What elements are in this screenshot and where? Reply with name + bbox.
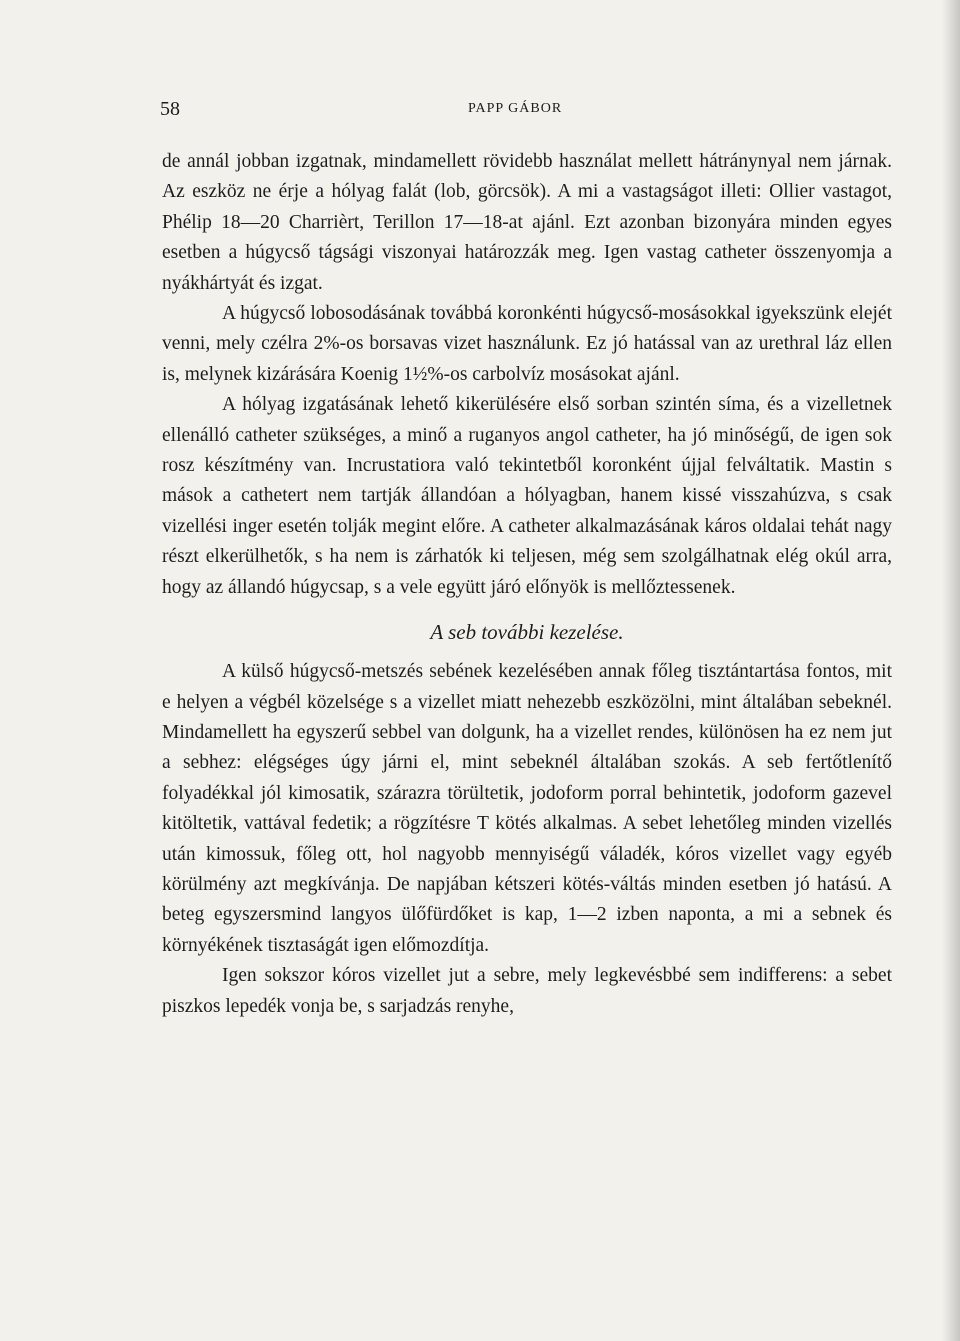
paragraph-4: A külső húgycső-metszés sebének kezelésében annak főleg tisztántartása fontos, mit e helyen a végbél közelsége s a vizellet miatt nehezebb eszközölni, mint általában sebeknél. Mindamellett ha egyszerű sebbel van dolgunk, ha a vizellet rendes, különösen ha ez nem jut a sebhez: elégséges úgy járni el, mint sebeknél általában szokás. A seb fertőtlenítő folyadékkal jól kimosatik, szárazra törültetik, jodoform porral behintetik, jodoform gazevel kitöltetik, vattával fedetik; a rögzítésre T kötés alkalmas. A sebet lehetőleg minden vizellés után kimossuk, főleg ott, hol nagyobb mennyiségű váladék, kóros vizellet vagy egyéb körülmény azt megkívánja. De napjában kétszeri kötés-váltás minden esetben jó hatású. A beteg egyszersmind langyos ülőfürdőket is kap, 1—2 izben naponta, a mi a sebnek és környékének tisztaságát igen előmozdítja.: [162, 661, 892, 956]
section-heading: A seb további kezelése.: [430, 620, 624, 645]
page-number: 58: [160, 98, 180, 120]
paragraph-1: de annál jobban izgatnak, mindamellett rövidebb használat mellett hátránynyal nem járnak. Az eszköz ne érje a hólyag falát (lob, görcsök). A mi a vastagságot illeti: Ollier vastagot, Phélip 18—20 Charrièrt, Terillon 17—18-at ajánl. Ezt azonban bizonyára minden egyes esetben a húgycső tágsági viszonyai határozzák meg. Igen vastag catheter összenyomja a nyákhártyát és izgat.: [162, 151, 892, 294]
page-edge-shadow: [942, 0, 960, 1341]
page-header: [160, 98, 890, 128]
paragraph-3: A hólyag izgatásának lehető kikerülésére első sorban szintén síma, és a vizelletnek ellenálló catheter szükséges, a minő a ruganyos angol catheter, ha jó minőségű, de igen sok rosz készítmény van. Incrustatiora való tekintetből koronként újjal felváltatik. Mastin s mások a cathetert nem tartják állandóan a hólyagban, hanem kissé visszahúzva, s csak vizellési inger esetén tolják megint előre. A catheter alkalmazásának káros oldalai tehát nagy részt elkerülhetők, s ha nem is zárhatók ki teljesen, még sem szolgálhatnak elég okúl arra, hogy az állandó húgycsap, s a vele együtt járó előnyök is mellőztessenek.: [162, 394, 892, 598]
running-head: PAPP GÁBOR: [468, 101, 563, 116]
body-text: [162, 147, 892, 1022]
paragraph-2: A húgycső lobosodásának továbbá koronkénti húgycső-mosásokkal igyekszünk elejét venni, mely czélra 2%-os borsavas vizet használunk. Ez jó hatással van az urethral láz ellen is, melynek kizárására Koenig 1½%-os carbolvíz mosásokat ajánl.: [162, 303, 892, 385]
paragraph-5: Igen sokszor kóros vizellet jut a sebre, mely legkevésbbé sem indifferens: a sebet piszkos lepedék vonja be, s sarjadzás renyhe,: [162, 965, 892, 1017]
